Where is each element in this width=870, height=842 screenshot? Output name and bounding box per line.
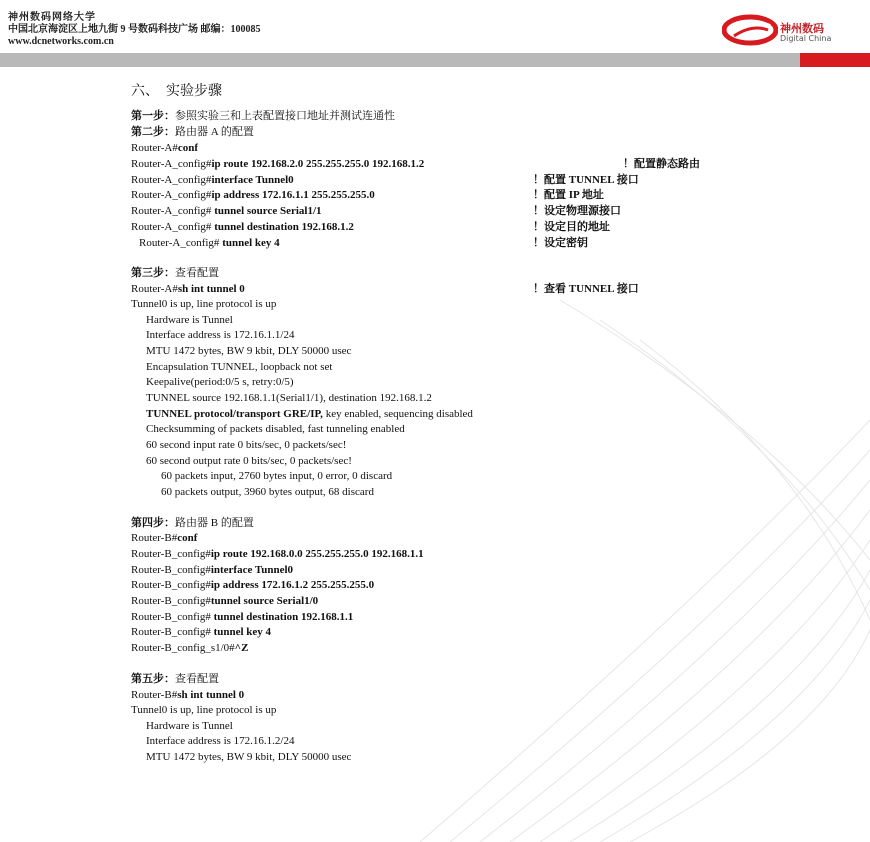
step-3-label: 第三步： [131,267,175,279]
router-a-cmd-line: Router-A#conf [131,142,198,154]
output-line: MTU 1472 bytes, BW 9 kbit, DLY 50000 usec [146,345,352,357]
header-red-bar [800,53,870,67]
output-line: Tunnel0 is up, line protocol is up [131,704,277,716]
output-line: Encapsulation TUNNEL, loopback not set [146,361,333,373]
router-a-comment: ！设定目的地址 [533,221,610,233]
router-b-cmd-line: Router-B_config# tunnel destination 192.168.1.1 [131,611,354,623]
output-line: Checksumming of packets disabled, fast tunneling enabled [146,423,405,435]
logo-text-en: Digital China [780,34,832,43]
output-line: Keepalive(period:0/5 s, retry:0/5) [146,376,294,388]
header-website: www.dcnetworks.com.cn [8,36,114,47]
header-grey-bar [0,53,800,67]
output-line: MTU 1472 bytes, BW 9 kbit, DLY 50000 usec [146,751,352,763]
step-4-label: 第四步： [131,517,175,529]
router-a-cmd-line: Router-A_config#ip route 192.168.2.0 255.255.255.0 192.168.1.2 [131,158,425,170]
router-b-cmd-line: Router-B_config_s1/0#^Z [131,642,249,654]
step-1-line [131,109,395,123]
router-a-comment: ！配置 IP 地址 [533,189,604,201]
step-4-line [131,516,254,530]
step-4-text: 路由器 B 的配置 [175,517,254,529]
output-line: Tunnel0 is up, line protocol is up [131,298,277,310]
output-line: 60 second input rate 0 bits/sec, 0 packets/sec! [146,439,347,451]
digital-china-logo [722,14,862,46]
router-a-cmd-line: Router-A_config# tunnel key 4 [139,237,280,249]
output-line: TUNNEL source 192.168.1.1(Serial1/1), destination 192.168.1.2 [146,392,432,404]
header-address: 中国北京海淀区上地九街 9 号数码科技广场 邮编：100085 [8,24,261,35]
header-org-name: 神州数码网络大学 [8,12,96,23]
logo-swirl-icon [722,14,778,46]
router-b-cmd-line: Router-B#conf [131,532,198,544]
output-line: Hardware is Tunnel [146,720,233,732]
show-a-comment: ！查看 TUNNEL 接口 [533,283,639,295]
step-3-text: 查看配置 [175,267,219,279]
output-line: 60 second output rate 0 bits/sec, 0 packets/sec! [146,455,352,467]
show-b-cmd-line: Router-B#sh int tunnel 0 [131,689,245,701]
output-line: Interface address is 172.16.1.1/24 [146,329,295,341]
router-a-comment: ！设定物理源接口 [533,205,621,217]
step-1-label: 第一步： [131,110,175,122]
router-a-cmd-line: Router-A_config# tunnel source Serial1/1 [131,205,322,217]
step-5-text: 查看配置 [175,673,219,685]
step-3-line [131,266,219,280]
logo-text-cn: 神州数码 [780,22,824,35]
router-b-cmd-line: Router-B_config#interface Tunnel0 [131,564,294,576]
page-header [0,0,870,52]
router-a-comment: ！设定密钥 [533,237,588,249]
step-2-label: 第二步： [131,126,175,138]
section-title: 六、 实验步骤 [131,84,222,99]
router-a-cmd-line: Router-A_config#interface Tunnel0 [131,174,294,186]
step-1-text: 参照实验三和上表配置接口地址并测试连通性 [175,110,395,122]
output-line: Interface address is 172.16.1.2/24 [146,735,295,747]
router-a-cmd-line: Router-A_config#ip address 172.16.1.1 255.255.255.0 [131,189,375,201]
step-5-label: 第五步： [131,673,175,685]
router-b-cmd-line: Router-B_config# tunnel key 4 [131,626,272,638]
router-b-cmd-line: Router-B_config#tunnel source Serial1/0 [131,595,319,607]
router-a-comment: ！配置静态路由 [623,158,700,170]
step-5-line [131,672,219,686]
router-a-cmd-line: Router-A_config# tunnel destination 192.168.1.2 [131,221,354,233]
output-line: TUNNEL protocol/transport GRE/IP, key enabled, sequencing disabled [146,408,473,420]
output-line: 60 packets output, 3960 bytes output, 68 discard [161,486,374,498]
router-a-comment: ！配置 TUNNEL 接口 [533,174,639,186]
step-2-line [131,125,254,139]
show-a-cmd-line: Router-A#sh int tunnel 0 [131,283,245,295]
output-line: Hardware is Tunnel [146,314,233,326]
output-line: 60 packets input, 2760 bytes input, 0 error, 0 discard [161,470,393,482]
router-b-cmd-line: Router-B_config#ip route 192.168.0.0 255.255.255.0 192.168.1.1 [131,548,424,560]
router-b-cmd-line: Router-B_config#ip address 172.16.1.2 255.255.255.0 [131,579,375,591]
step-2-text: 路由器 A 的配置 [175,126,254,138]
